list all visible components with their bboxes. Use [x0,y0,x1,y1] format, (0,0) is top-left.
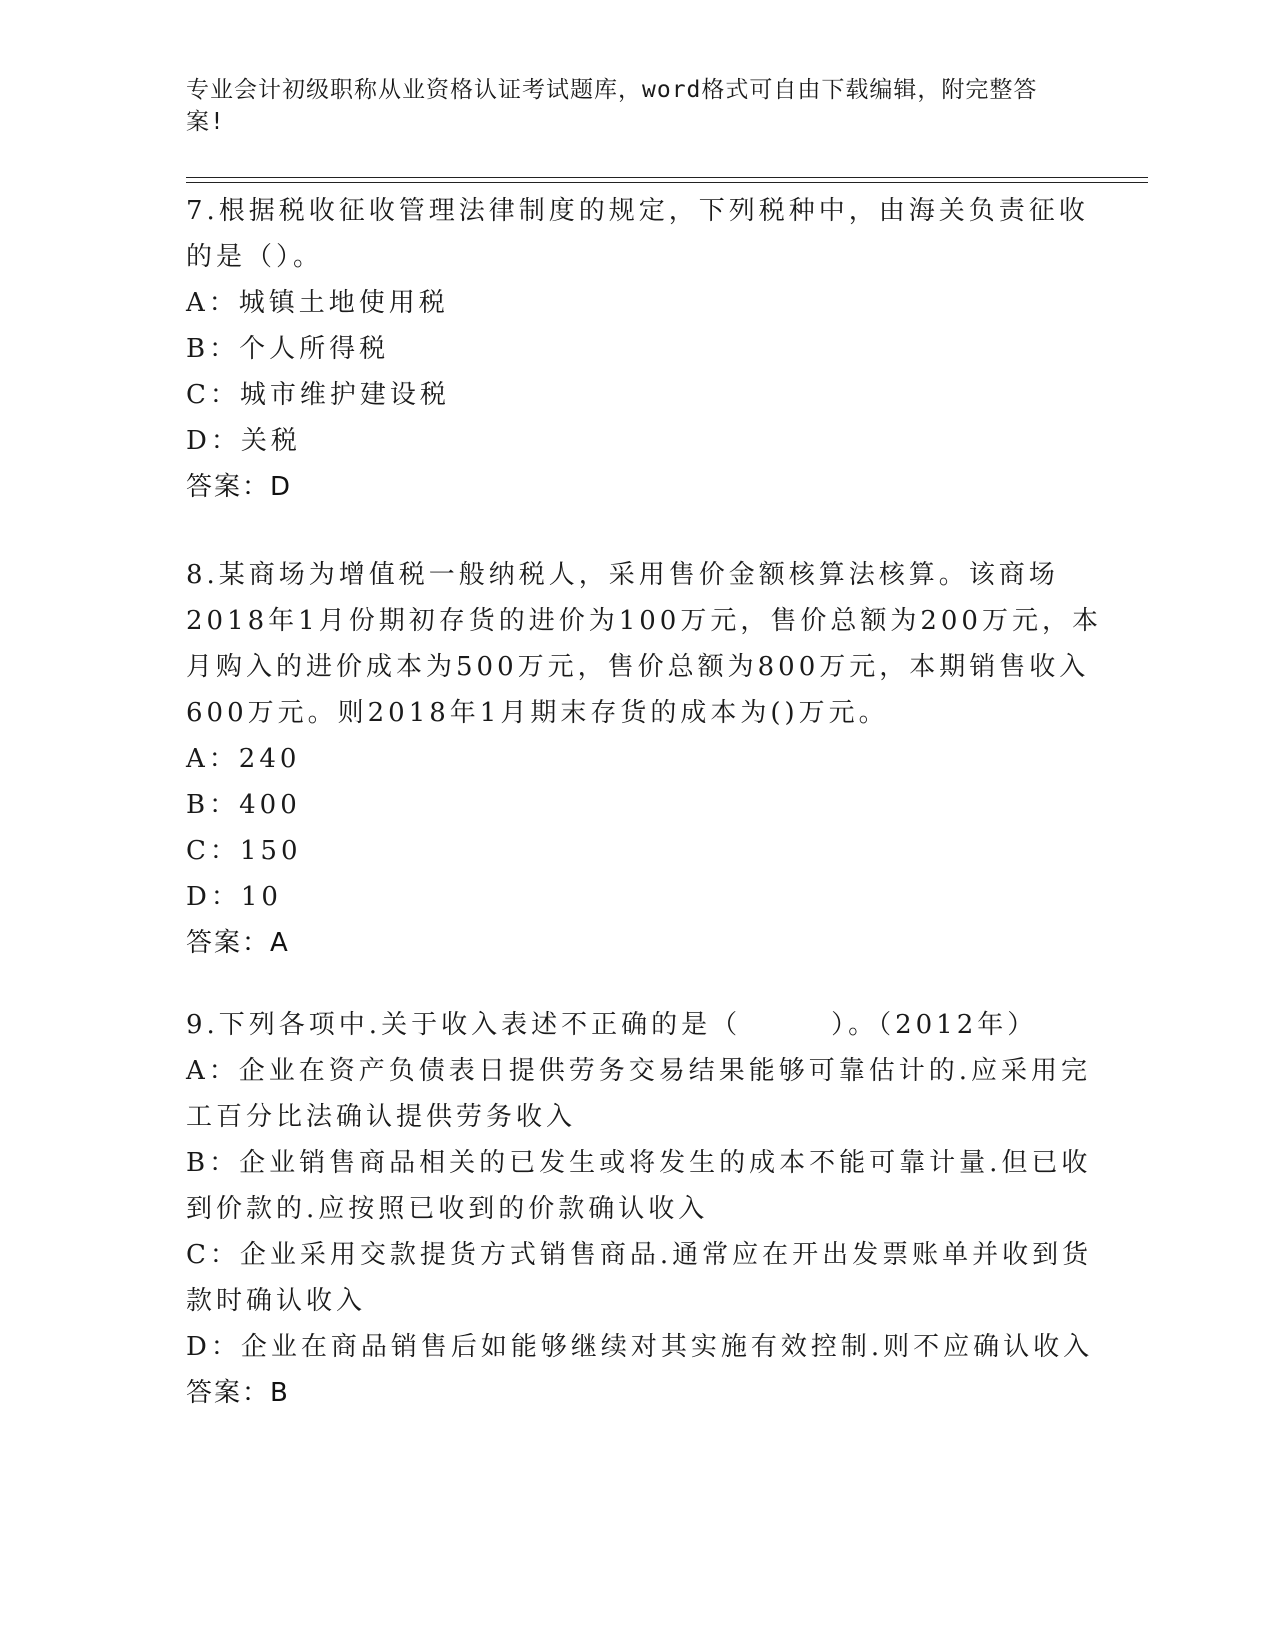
option-c-continued: 款时确认收入 [186,1286,367,1316]
option-a: A：企业在资产负债表日提供劳务交易结果能够可靠估计的.应采用完 [186,1056,1092,1086]
question-stem-line: 600万元。则2018年1月期末存货的成本为()万元。 [186,698,889,728]
answer-line: 答案：B [186,1378,290,1408]
question-stem-line: 8.某商场为增值税一般纳税人，采用售价金额核算法核算。该商场 [186,560,1059,590]
header-line: 专业会计初级职称从业资格认证考试题库，word格式可自由下载编辑，附完整答 [186,77,1038,103]
option-d: D：10 [186,882,282,912]
option-c: C：企业采用交款提货方式销售商品.通常应在开出发票账单并收到货 [186,1240,1093,1270]
question-block [186,552,1102,966]
option-d: D：关税 [186,426,301,456]
question-stem-line: 月购入的进价成本为500万元，售价总额为800万元，本期销售收入 [186,652,1090,682]
option-d: D：企业在商品销售后如能够继续对其实施有效控制.则不应确认收入 [186,1332,1094,1362]
option-a: A：城镇土地使用税 [186,288,449,318]
question-stem-line: 的是（）。 [186,242,324,272]
option-c: C：150 [186,836,302,866]
option-c: C：城市维护建设税 [186,380,450,410]
option-b: B：企业销售商品相关的已发生或将发生的成本不能可靠计量.但已收 [186,1148,1092,1178]
option-a: A：240 [186,744,301,774]
header-rule [186,177,1148,178]
answer-line: 答案：D [186,472,293,502]
question-stem-line: 9.下列各项中.关于收入表述不正确的是（ ）。（2012年） [186,1010,1038,1040]
question-block [186,1002,1094,1416]
option-b: B：个人所得税 [186,334,390,364]
header-rule [186,182,1148,183]
question-stem [186,1002,1066,1048]
option-a-continued: 工百分比法确认提供劳务收入 [186,1102,577,1132]
question-stem-line: 7.根据税收征收管理法律制度的规定，下列税种中，由海关负责征收 [186,196,1089,226]
answer-line: 答案：A [186,928,290,958]
document-header [186,74,1066,138]
question-stem-line: 2018年1月份期初存货的进价为100万元，售价总额为200万元，本 [186,606,1102,636]
header-line: 案! [186,109,225,135]
question-stem [186,552,1102,736]
question-block [186,188,1089,510]
question-stem [186,188,1089,280]
option-b: B：400 [186,790,301,820]
option-b-continued: 到价款的.应按照已收到的价款确认收入 [186,1194,709,1224]
